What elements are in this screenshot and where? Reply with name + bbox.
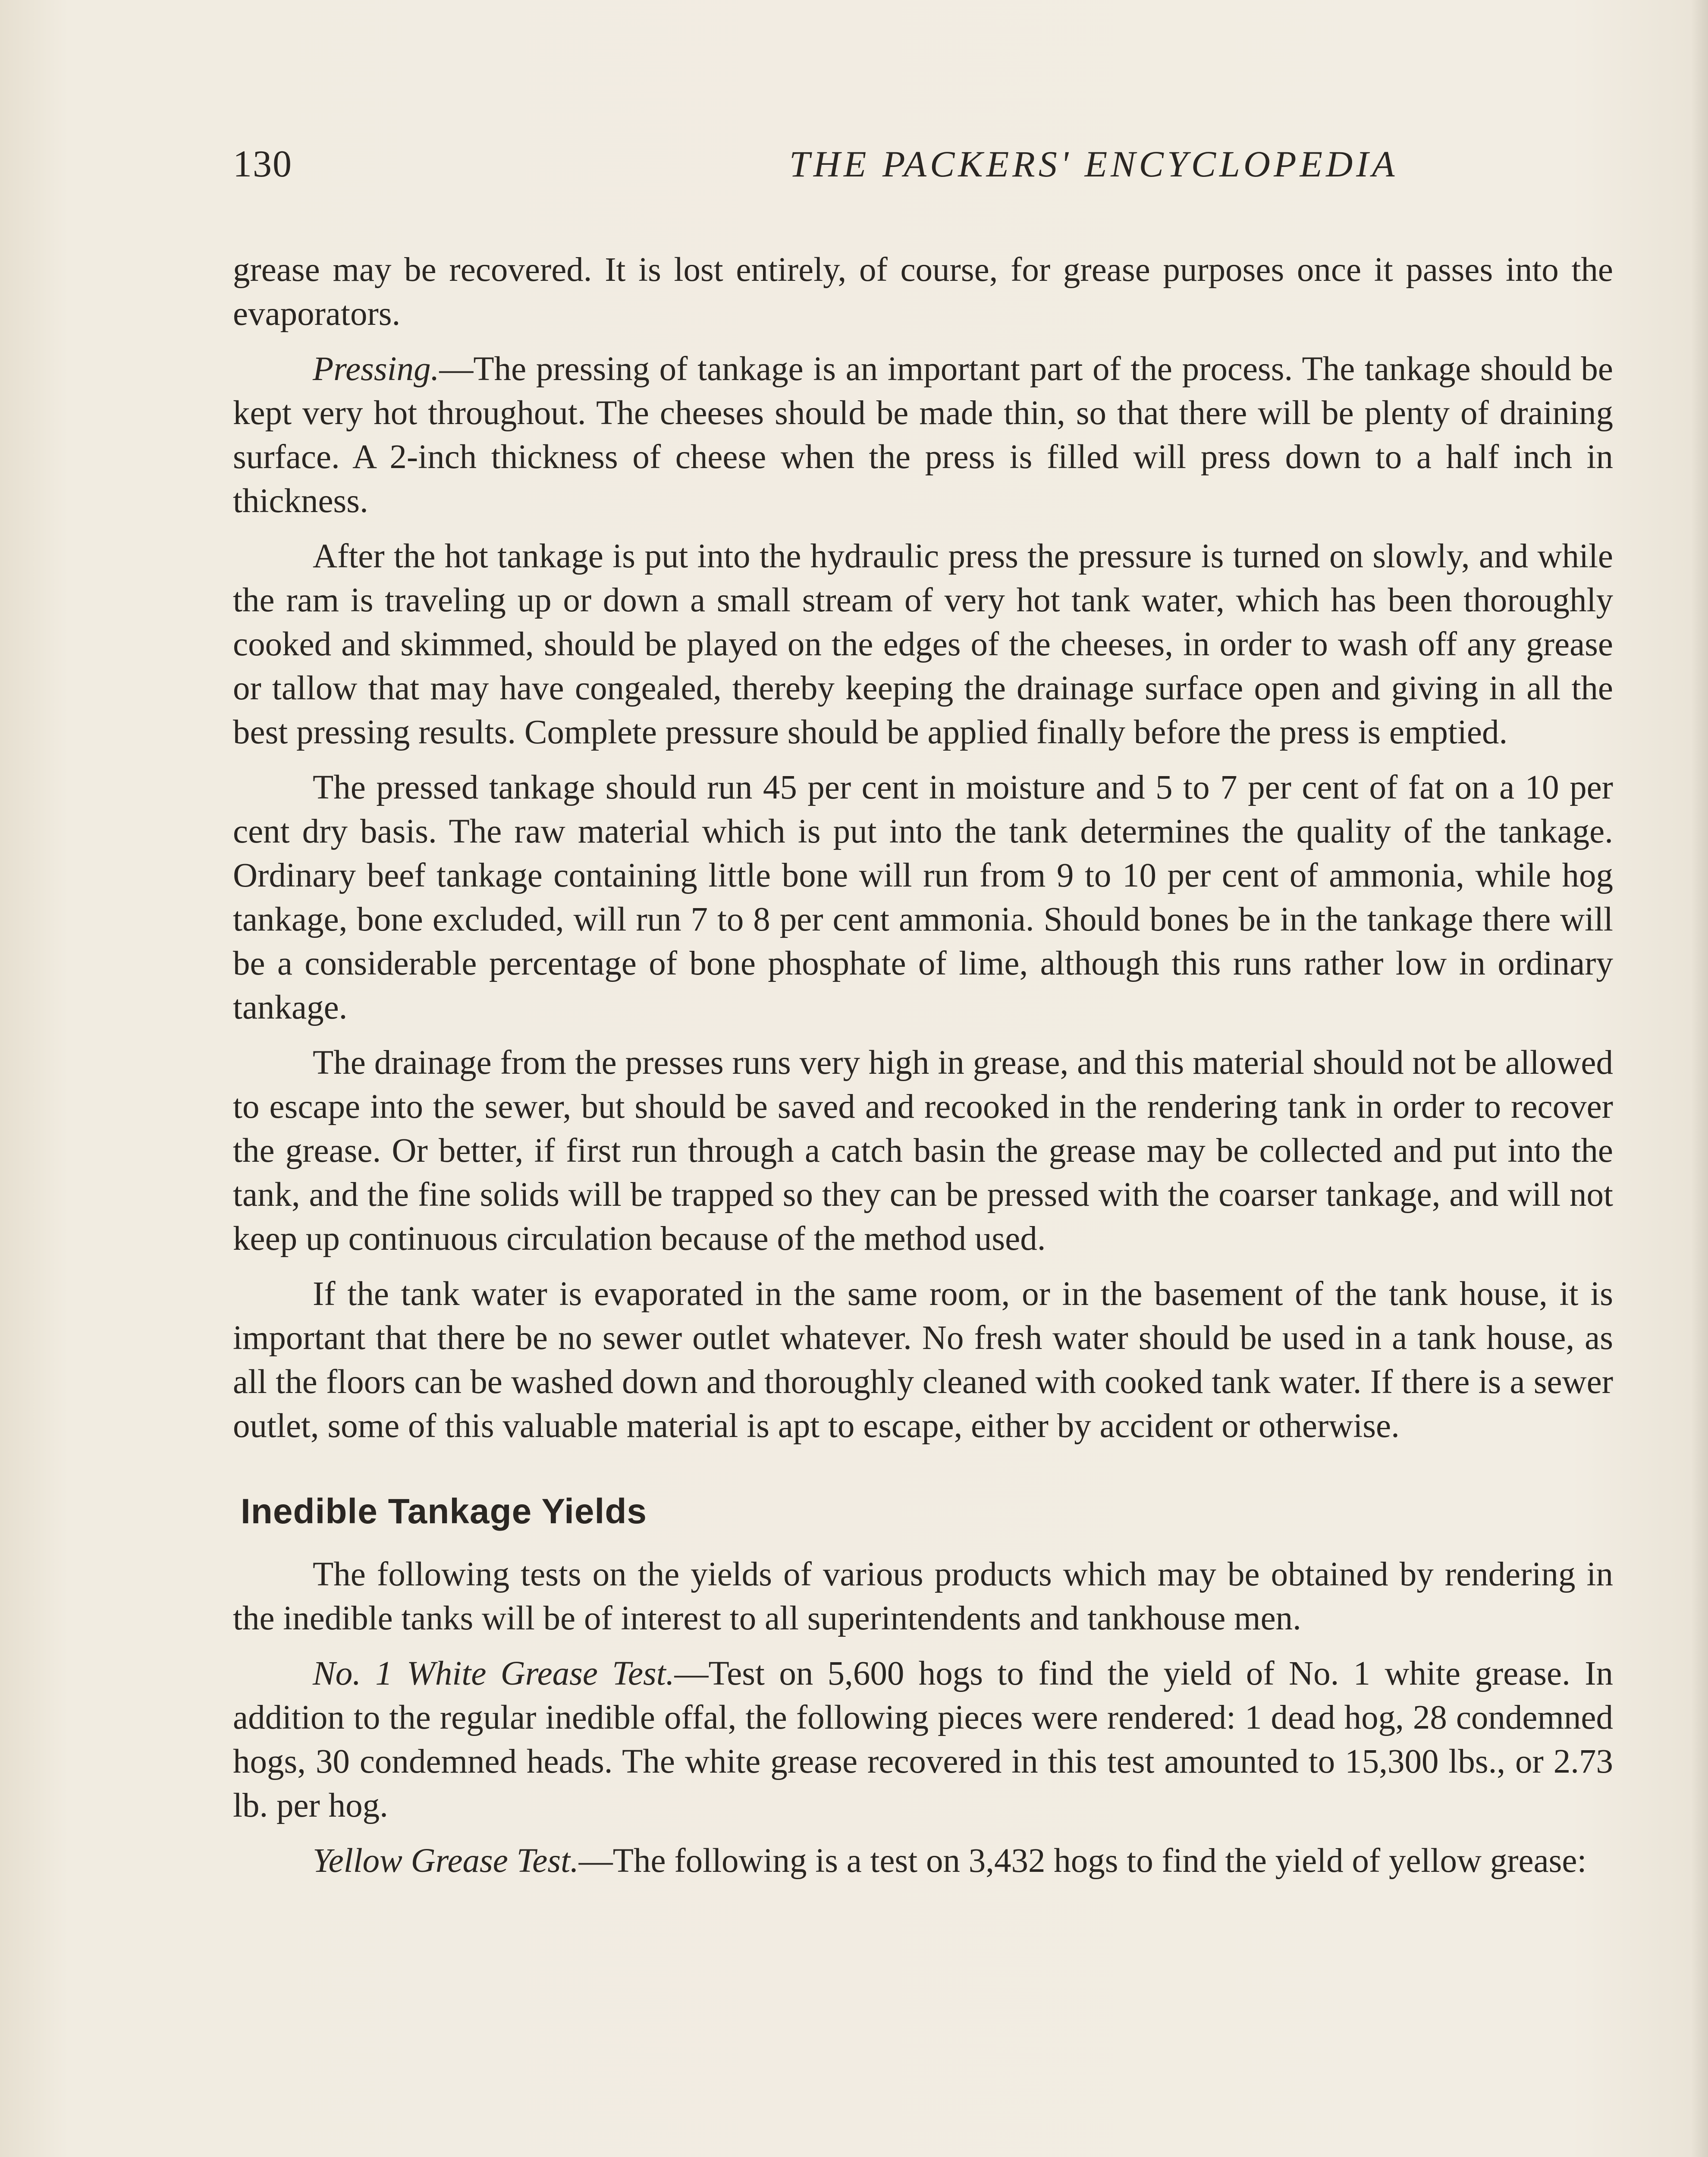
page-number: 130 xyxy=(233,143,292,185)
paragraph-white-grease-text: —Test on 5,600 hogs to find the yield of No. 1 white grease. In addition to the regular inedible offal, the following pieces were rendered: 1 dead hog, 28 condemned hogs, 30 condemned heads. The white grease recovered in this test amounted to 15,300 lbs., or 2.73 lb. per hog. xyxy=(233,1655,1614,1824)
paragraph-yellow-grease-text: —The following is a test on 3,432 hogs to find the yield of yellow grease: xyxy=(578,1842,1587,1880)
paragraph-pressing-text: —The pressing of tankage is an important part of the process. The tankage should be kept very hot throughout. The cheeses should be made thin, so that there will be plenty of draining surface. A 2-inch thickness of cheese when the press is filled will press down to a half inch in thickness. xyxy=(233,350,1613,520)
paragraph-drainage: The drainage from the presses runs very high in grease, and this material should not be allowed to escape into the sewer, but should be saved and recooked in the rendering tank in order to recover the grease. Or better, if first run through a catch basin the grease may be collected and put into the tank, and the fine solids will be trapped so they can be pressed with the coarser tankage, and will not keep up continuous circulation because of the method used. xyxy=(233,1044,1613,1258)
run-in-heading-pressing: Pressing. xyxy=(313,350,440,388)
run-in-heading-white-grease: No. 1 White Grease Test. xyxy=(313,1655,675,1692)
paragraph-white-grease-test xyxy=(233,1652,1613,1828)
page-header xyxy=(233,142,1617,198)
paragraph-yellow-grease-test xyxy=(233,1839,1613,1883)
paragraph-tank-water: If the tank water is evaporated in the same room, or in the basement of the tank house, it is important that there be no sewer outlet whatever. No fresh water should be used in a tank house, as all the floors can be washed down and thoroughly cleaned with cooked tank water. If there is a sewer outlet, some of this valuable material is apt to escape, either by accident or otherwise. xyxy=(233,1275,1613,1445)
paragraph-continuation: grease may be recovered. It is lost entirely, of course, for grease purposes once it passes into the evaporators. xyxy=(233,251,1613,333)
paragraph-hydraulic-press: After the hot tankage is put into the hydraulic press the pressure is turned on slowly, and while the ram is traveling up or down a small stream of very hot tank water, which has been thoroughly cooked and skimmed, should be played on the edges of the cheeses, in order to wash off any grease or tallow that may have congealed, thereby keeping the drainage surface open and giving in all the best pressing results. Complete pressure should be applied finally before the press is emptied. xyxy=(233,538,1613,751)
running-head: THE PACKERS' ENCYCLOPEDIA xyxy=(789,143,1398,185)
paragraph-tests-intro: The following tests on the yields of various products which may be obtained by rendering in the inedible tanks will be of interest to all superintendents and tankhouse men. xyxy=(233,1556,1613,1637)
body-text xyxy=(233,248,1613,1894)
section-heading: Inedible Tankage Yields xyxy=(241,1492,647,1531)
paragraph-pressed-tankage: The pressed tankage should run 45 per cent in moisture and 5 to 7 per cent of fat on a 10 per cent dry basis. The raw material which is put into the tank determines the quality of the tankage. Ordinary beef tankage containing little bone will run from 9 to 10 per cent of ammonia, while hog tankage, bone excluded, will run 7 to 8 per cent ammonia. Should bones be in the tankage there will be a considerable percentage of bone phosphate of lime, although this runs rather low in ordinary tankage. xyxy=(233,769,1613,1026)
run-in-heading-yellow-grease: Yellow Grease Test. xyxy=(313,1842,579,1880)
paragraph-pressing xyxy=(233,347,1613,523)
page-edge-shadow xyxy=(1691,0,1708,2157)
